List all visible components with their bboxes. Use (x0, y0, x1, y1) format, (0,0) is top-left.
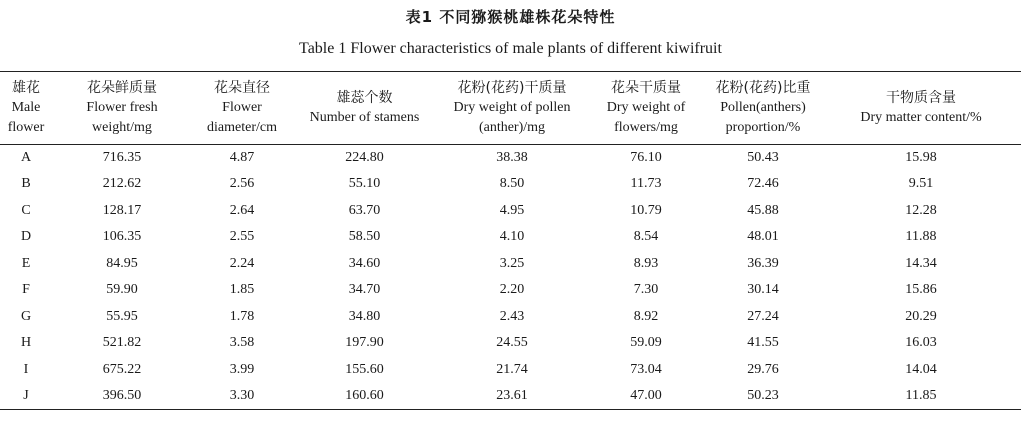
cell-flower-fresh-weight: 521.82 (102, 335, 142, 351)
cell-number-of-stamens: 63.70 (348, 202, 381, 218)
table-row (0, 330, 1021, 357)
table-title-english: Table 1 Flower characteristics of male plants of different kiwifruit (299, 40, 722, 57)
table-row (0, 251, 1021, 278)
cell-dry-matter-content: 14.34 (905, 255, 937, 271)
cell-pollen-dry-weight: 4.10 (499, 229, 525, 245)
header-label-chinese: 雄花 (12, 80, 40, 96)
header-label-english: flower (7, 120, 45, 135)
table-row (0, 357, 1021, 384)
cell-number-of-stamens: 34.60 (348, 255, 381, 271)
cell-flower-fresh-weight: 716.35 (102, 150, 142, 165)
header-pollen-proportion (705, 72, 821, 145)
table-row (0, 198, 1021, 225)
cell-number-of-stamens: 58.50 (348, 229, 381, 245)
cell-pollen-dry-weight: 3.25 (499, 255, 525, 271)
cell-male-flower: D (20, 229, 32, 245)
cell-male-flower: B (21, 176, 31, 192)
cell-flower-dry-weight: 8.93 (633, 255, 659, 271)
cell-pollen-proportion: 41.55 (747, 335, 779, 351)
header-label-english: Dry weight of pollen (453, 100, 571, 115)
header-label-english: Number of stamens (309, 110, 420, 125)
cell-pollen-dry-weight: 8.50 (499, 176, 525, 192)
cell-flower-fresh-weight: 212.62 (102, 176, 142, 192)
header-label-english: Pollen(anthers) (720, 100, 806, 115)
cell-number-of-stamens: 34.70 (348, 282, 381, 298)
cell-number-of-stamens: 155.60 (345, 361, 384, 377)
table-row (0, 277, 1021, 304)
table-row (0, 224, 1021, 251)
cell-flower-fresh-weight: 106.35 (102, 229, 142, 245)
cell-pollen-dry-weight: 21.74 (496, 361, 528, 377)
table-body (0, 145, 1021, 410)
table-row (0, 304, 1021, 331)
cell-flower-diameter: 3.30 (229, 388, 255, 403)
cell-pollen-proportion: 48.01 (747, 229, 779, 245)
cell-flower-dry-weight: 47.00 (630, 388, 662, 403)
header-label-chinese: 花朵干质量 (611, 80, 681, 96)
cell-number-of-stamens: 34.80 (348, 308, 381, 324)
header-label-chinese: 花粉(花药)干质量 (457, 80, 567, 96)
header-row (0, 72, 1021, 145)
cell-pollen-dry-weight: 2.20 (499, 282, 525, 298)
cell-flower-dry-weight: 8.54 (633, 229, 659, 245)
cell-flower-diameter: 2.24 (229, 255, 255, 271)
cell-male-flower: F (22, 282, 30, 298)
header-flower-dry-weight (587, 72, 705, 145)
table-row (0, 171, 1021, 198)
cell-flower-dry-weight: 73.04 (630, 361, 662, 377)
header-label-chinese: 雄蕊个数 (336, 90, 393, 106)
cell-pollen-dry-weight: 24.55 (496, 335, 528, 351)
cell-pollen-dry-weight: 23.61 (496, 388, 528, 403)
cell-flower-fresh-weight: 675.22 (102, 361, 142, 377)
header-label-english: Flower fresh (86, 100, 158, 115)
cell-pollen-dry-weight: 2.43 (499, 308, 525, 324)
cell-flower-fresh-weight: 84.95 (106, 255, 138, 271)
table-row (0, 383, 1021, 410)
cell-flower-dry-weight: 7.30 (633, 282, 659, 298)
cell-dry-matter-content: 14.04 (905, 361, 937, 377)
cell-flower-dry-weight: 8.92 (633, 308, 659, 324)
cell-flower-diameter: 3.99 (229, 361, 255, 377)
header-label-english: Dry matter content/% (860, 110, 982, 125)
table-header (0, 72, 1021, 145)
cell-flower-diameter: 4.87 (229, 150, 255, 165)
cell-pollen-proportion: 45.88 (747, 202, 779, 218)
header-dry-matter-content (821, 72, 1021, 145)
cell-pollen-dry-weight: 38.38 (496, 150, 528, 165)
cell-flower-diameter: 1.85 (229, 282, 255, 298)
cell-number-of-stamens: 160.60 (345, 388, 384, 403)
cell-pollen-proportion: 29.76 (747, 361, 779, 377)
header-label-english: Dry weight of (606, 100, 686, 115)
cell-pollen-proportion: 30.14 (747, 282, 779, 298)
header-label-english: diameter/cm (207, 120, 277, 135)
cell-male-flower: A (20, 150, 32, 165)
cell-pollen-proportion: 50.23 (747, 388, 779, 403)
cell-number-of-stamens: 224.80 (345, 150, 384, 165)
header-label-english: Male (11, 100, 41, 115)
cell-pollen-proportion: 36.39 (747, 255, 779, 271)
header-label-chinese: 花朵鲜质量 (87, 80, 157, 96)
header-male-flower (0, 72, 52, 145)
cell-flower-diameter: 2.55 (229, 229, 255, 245)
cell-pollen-dry-weight: 4.95 (499, 202, 525, 218)
cell-flower-dry-weight: 10.79 (630, 202, 662, 218)
cell-male-flower: C (21, 202, 31, 218)
header-label-chinese: 花朵直径 (214, 80, 270, 96)
cell-pollen-proportion: 72.46 (747, 176, 779, 192)
header-pollen-dry-weight (437, 72, 587, 145)
header-label-english: proportion/% (725, 120, 801, 135)
cell-dry-matter-content: 11.85 (905, 388, 937, 403)
cell-dry-matter-content: 16.03 (905, 335, 937, 351)
cell-flower-fresh-weight: 396.50 (102, 388, 142, 403)
header-number-of-stamens (292, 72, 437, 145)
cell-flower-dry-weight: 11.73 (630, 176, 662, 192)
table-row (0, 145, 1021, 172)
cell-pollen-proportion: 50.43 (747, 150, 779, 165)
cell-dry-matter-content: 9.51 (908, 176, 934, 192)
cell-number-of-stamens: 197.90 (345, 335, 384, 351)
cell-flower-diameter: 2.56 (229, 176, 255, 192)
cell-pollen-proportion: 27.24 (747, 308, 779, 324)
cell-flower-fresh-weight: 128.17 (102, 202, 142, 218)
cell-male-flower: G (20, 308, 32, 324)
header-flower-diameter (192, 72, 292, 145)
header-label-chinese: 花粉(花药)比重 (715, 80, 811, 96)
cell-dry-matter-content: 15.98 (905, 150, 937, 165)
cell-male-flower: E (21, 255, 31, 271)
cell-flower-diameter: 1.78 (229, 308, 255, 324)
table-title-chinese: 表1 不同猕猴桃雄株花朵特性 (405, 8, 616, 26)
cell-dry-matter-content: 20.29 (905, 308, 937, 324)
header-label-english: (anther)/mg (478, 120, 546, 135)
cell-flower-fresh-weight: 55.95 (106, 308, 138, 324)
cell-dry-matter-content: 11.88 (905, 229, 937, 245)
cell-flower-dry-weight: 76.10 (630, 150, 662, 165)
cell-flower-dry-weight: 59.09 (630, 335, 662, 351)
header-label-english: weight/mg (92, 120, 152, 135)
cell-flower-diameter: 2.64 (229, 202, 255, 218)
cell-flower-fresh-weight: 59.90 (106, 282, 138, 298)
header-flower-fresh-weight (52, 72, 192, 145)
header-label-english: flowers/mg (614, 120, 678, 135)
header-label-english: Flower (222, 100, 262, 115)
cell-male-flower: H (20, 335, 32, 351)
header-label-chinese: 干物质含量 (886, 90, 956, 106)
cell-male-flower: J (23, 388, 29, 403)
cell-number-of-stamens: 55.10 (348, 176, 381, 192)
cell-dry-matter-content: 12.28 (905, 202, 937, 218)
flower-characteristics-table (0, 71, 1021, 410)
cell-flower-diameter: 3.58 (229, 335, 255, 351)
cell-dry-matter-content: 15.86 (905, 282, 937, 298)
cell-male-flower: I (23, 361, 29, 377)
